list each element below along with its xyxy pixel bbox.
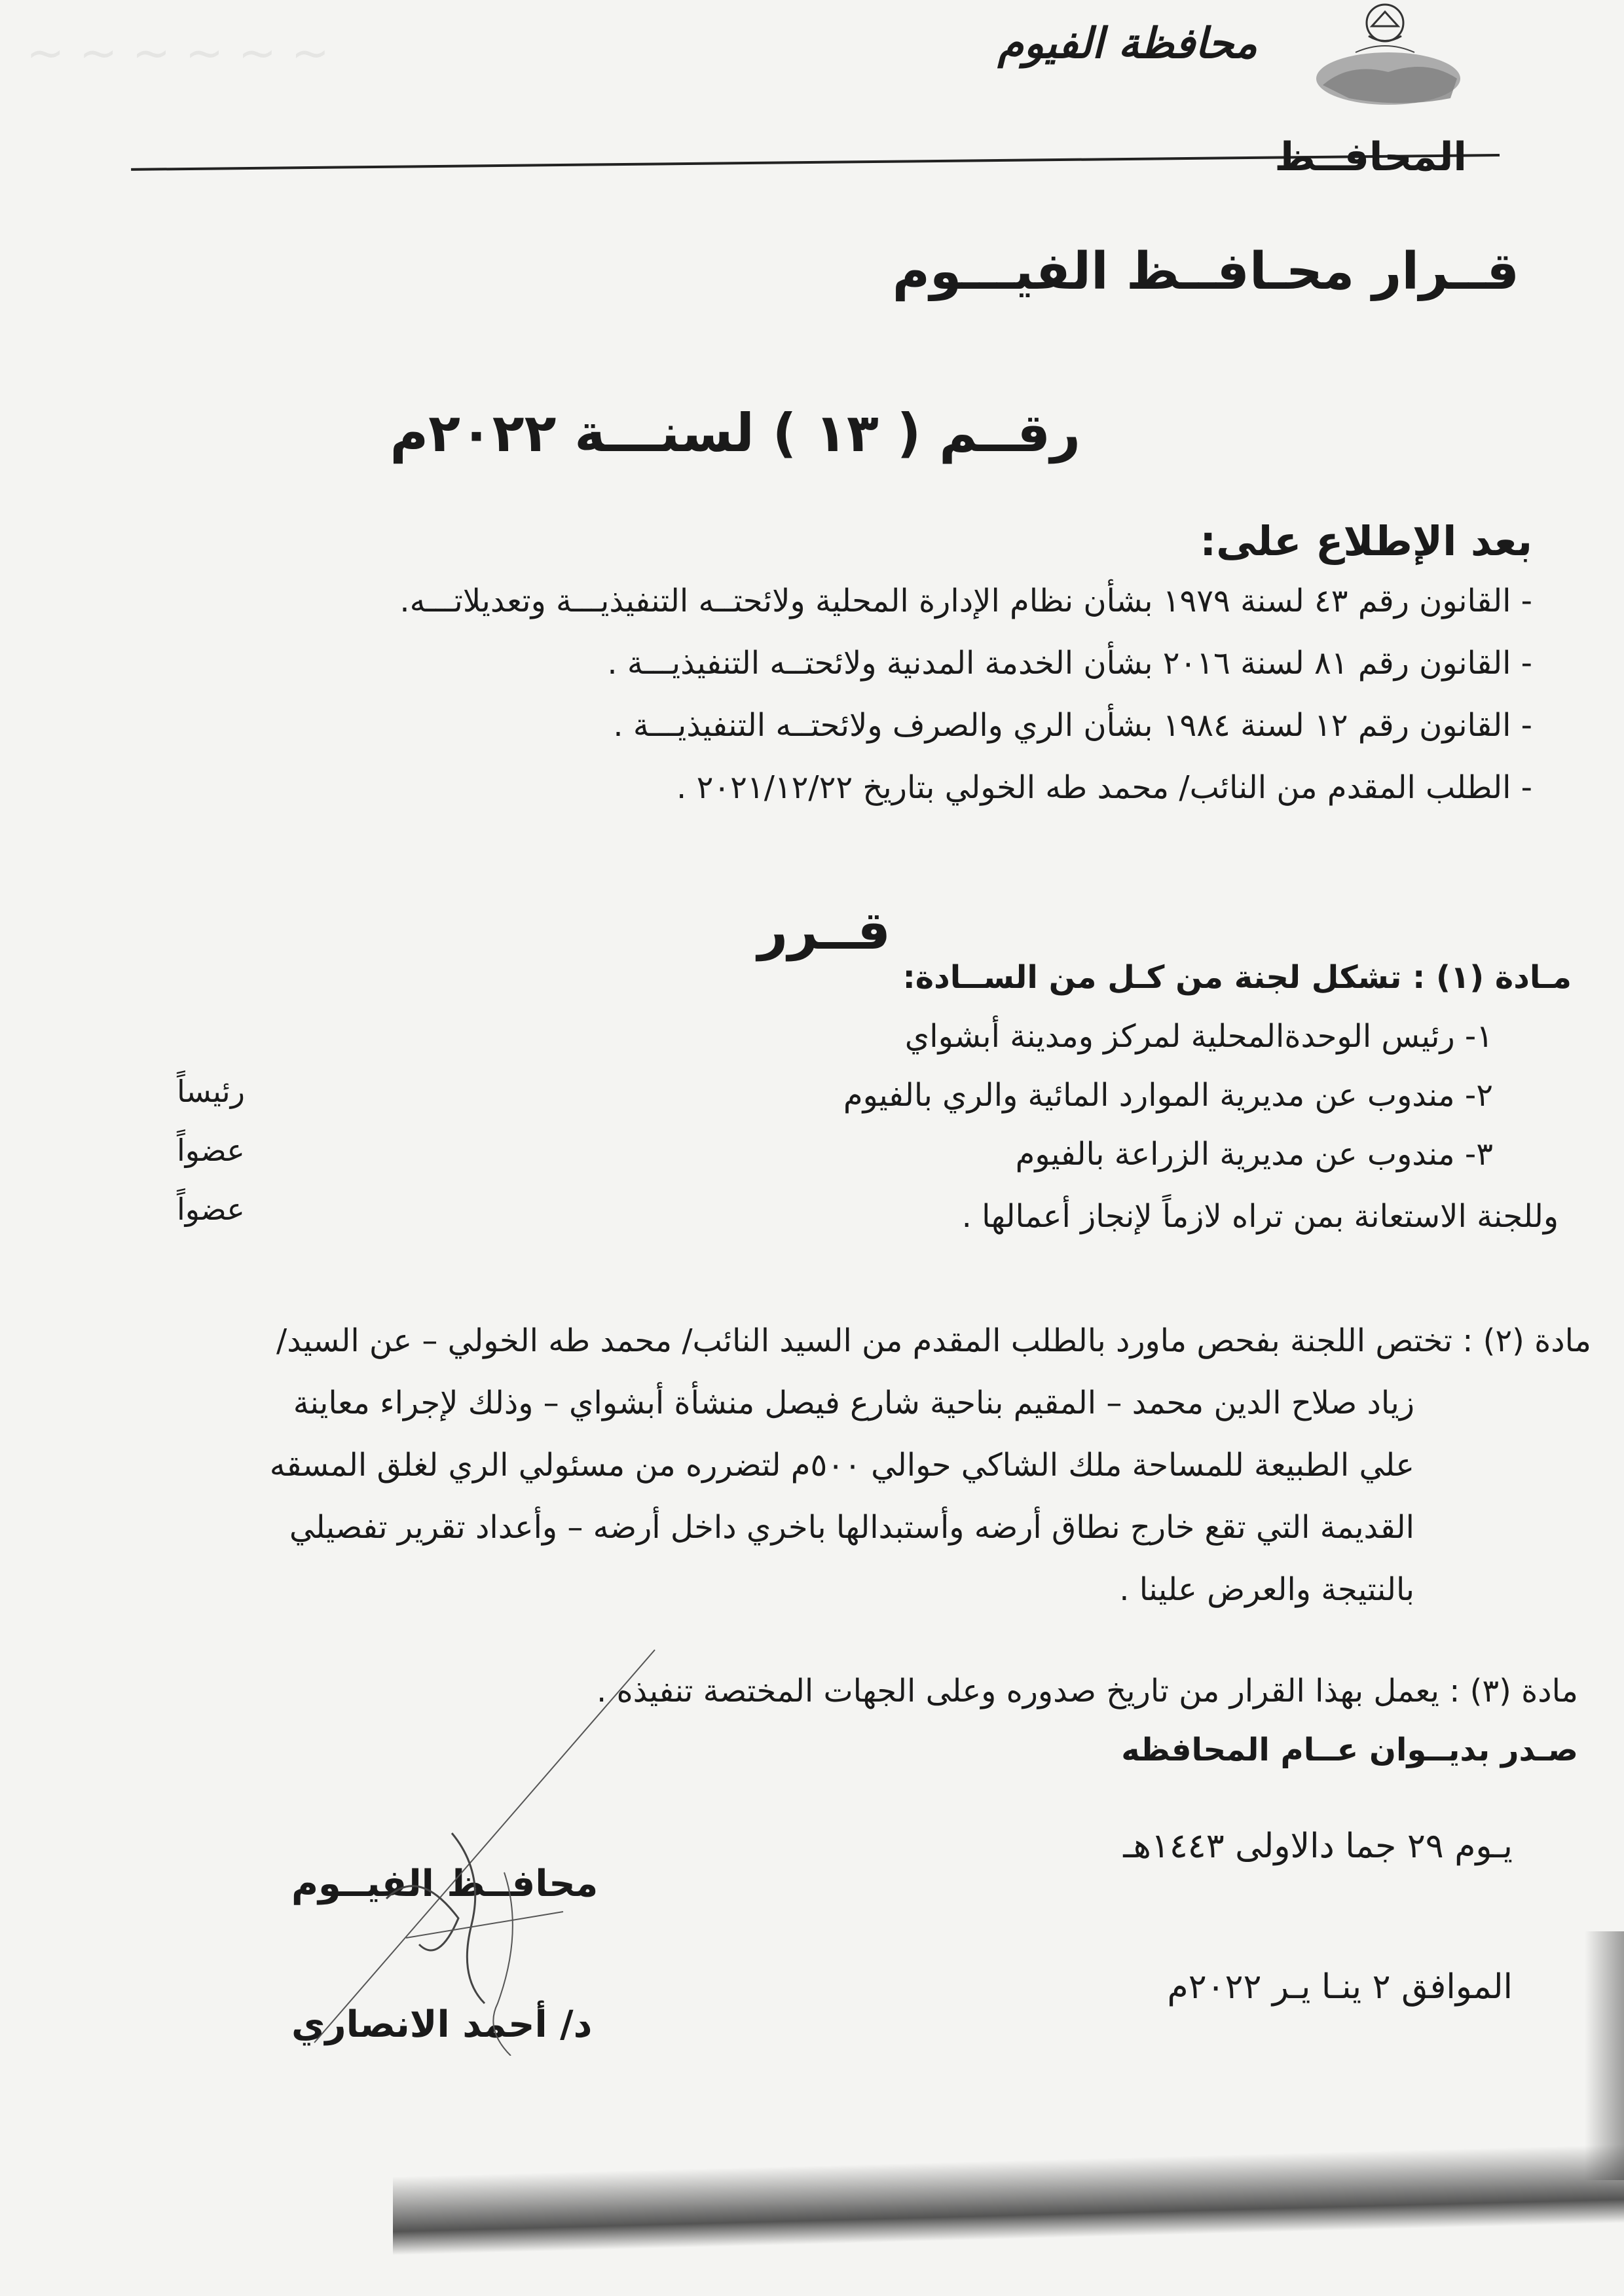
governorate-emblem-icon bbox=[1310, 0, 1460, 108]
member-role: عضواً bbox=[177, 1192, 245, 1227]
article-2-line: علي الطبيعة للمساحة ملك الشاكي حوالي ٥٠٠م لتضرره من مسئولي الري لغلق المسقه bbox=[269, 1447, 1414, 1484]
hijri-date: يـوم ٢٩ جما دالاولى ١٤٤٣هـ bbox=[1123, 1827, 1513, 1866]
preamble-item: - القانون رقم ٨١ لسنة ٢٠١٦ بشأن الخدمة المدنية ولائحتــه التنفيذيـــة . bbox=[607, 645, 1532, 682]
preamble-item: - الطلب المقدم من النائب/ محمد طه الخولي بتاريخ ٢٠٢١/١٢/٢٢ . bbox=[676, 769, 1532, 806]
preamble-item: - القانون رقم ٤٣ لسنة ١٩٧٩ بشأن نظام الإدارة المحلية ولائحتــه التنفيذيـــة وتعديلاتـــه. bbox=[399, 583, 1532, 619]
preamble-item: - القانون رقم ١٢ لسنة ١٩٨٤ بشأن الري والصرف ولائحتــه التنفيذيـــة . bbox=[613, 707, 1532, 744]
article-1-heading: مـادة (١) : تشكل لجنة من كـل من الســادة: bbox=[902, 959, 1572, 996]
committee-member: ١- رئيس الوحدةالمحلية لمركز ومدينة أبشواي bbox=[904, 1018, 1493, 1055]
bleed-through-marks: ~ ~ ~ ~ ~ ~ bbox=[26, 26, 330, 80]
committee-member: ٣- مندوب عن مديرية الزراعة بالفيوم bbox=[1015, 1136, 1493, 1173]
signatory-name: د/ أحمد الانصاري bbox=[291, 2003, 593, 2046]
handwritten-signature-icon bbox=[288, 1637, 694, 2056]
member-role: رئيساً bbox=[177, 1074, 245, 1109]
preamble-heading: بعد الإطلاع على: bbox=[1200, 517, 1532, 565]
signatory-title: محافــظ الفيــوم bbox=[291, 1863, 599, 1905]
decides-heading: قــرر bbox=[758, 900, 891, 961]
member-role: عضواً bbox=[177, 1133, 245, 1168]
article-2-line: مادة (٢) : تختص اللجنة بفحص ماورد بالطلب المقدم من السيد النائب/ محمد طه الخولي – عن السيد/ bbox=[276, 1322, 1591, 1359]
article-2-line: زياد صلاح الدين محمد – المقيم بناحية شارع فيصل منشأة أبشواي – وذلك لإجراء معاينة bbox=[293, 1385, 1414, 1421]
committee-note: وللجنة الاستعانة بمن تراه لازماً لإنجاز أعمالها . bbox=[961, 1198, 1559, 1235]
decree-number: رقــم ( ١٣ ) لسنـــة ٢٠٢٢م bbox=[390, 403, 1080, 464]
scan-shadow-bottom bbox=[393, 2144, 1624, 2255]
office-label: المحافــظ bbox=[1274, 134, 1467, 180]
governorate-name: محافظة الفيوم bbox=[997, 20, 1257, 68]
article-2-line: بالنتيجة والعرض علينا . bbox=[1119, 1571, 1414, 1608]
article-2-line: القديمة التي تقع خارج نطاق أرضه وأستبدالها باخري داخل أرضه – وأعداد تقرير تفصيلي bbox=[289, 1509, 1414, 1546]
gregorian-date: الموافق ٢ ينـا يـر ٢٠٢٢م bbox=[1167, 1967, 1513, 2007]
issued-at: صـدر بديــوان عــام المحافظه bbox=[1121, 1732, 1578, 1768]
committee-member: ٢- مندوب عن مديرية الموارد المائية والري بالفيوم bbox=[843, 1077, 1493, 1114]
decree-title: قــرار محـافــظ الفيـــوم bbox=[892, 242, 1519, 301]
scan-shadow-right bbox=[1585, 1931, 1624, 2180]
article-3-text: مادة (٣) : يعمل بهذا القرار من تاريخ صدوره وعلى الجهات المختصة تنفيذه . bbox=[596, 1673, 1578, 1709]
